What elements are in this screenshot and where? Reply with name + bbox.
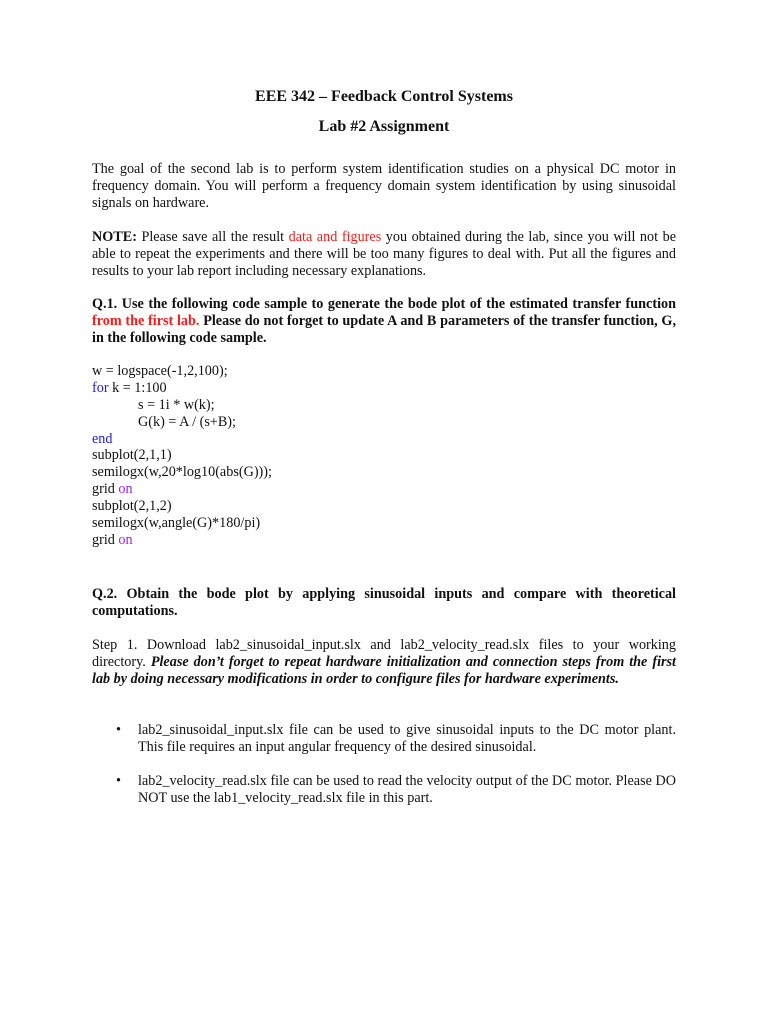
code-string: on: [118, 531, 133, 548]
code-text: grid: [92, 531, 119, 548]
note-label: NOTE:: [92, 229, 137, 245]
code-text: s = 1i * w(k);: [138, 396, 215, 413]
list-item-text: lab2_sinusoidal_input.slx file can be used to give sinusoidal inputs to the DC motor plant. This file requires an input angular frequency of the desired sinusoidal.: [138, 722, 676, 755]
step-1-paragraph: [92, 637, 676, 688]
code-line: [92, 414, 676, 431]
lab-title: Lab #2 Assignment: [318, 118, 450, 135]
bullet-icon: •: [116, 773, 121, 789]
code-line: [92, 447, 676, 464]
code-text: grid: [92, 481, 119, 498]
note-highlight: data and figures: [288, 229, 382, 245]
q1-highlight: from the first lab.: [92, 313, 200, 329]
q1-prefix: Q.1. Use the following code sample to generate the bode plot of the estimated transfer function: [92, 296, 676, 312]
course-title: EEE 342 – Feedback Control Systems: [255, 88, 513, 105]
step1-text: Step 1. Download lab2_sinusoidal_input.slx and lab2_velocity_read.slx files to your working directory.: [92, 637, 676, 670]
code-line: [92, 498, 676, 515]
list-item-text: lab2_velocity_read.slx file can be used to read the velocity output of the DC motor. Please DO NOT use the lab1_velocity_read.slx file in this part.: [138, 773, 676, 806]
code-line: [92, 464, 676, 481]
code-line: [92, 431, 676, 448]
code-text: G(k) = A / (s+B);: [138, 413, 236, 430]
code-line: [92, 397, 676, 414]
code-line: [92, 363, 676, 380]
code-keyword: for: [92, 379, 109, 396]
code-text: semilogx(w,20*log10(abs(G)));: [92, 464, 272, 481]
code-keyword: end: [92, 430, 113, 447]
q1-suffix: Please do not forget to update A and B parameters of the transfer function, G, in the following code sample.: [92, 313, 676, 346]
bullet-icon: •: [116, 722, 121, 738]
code-sample: [92, 363, 676, 549]
code-line: [92, 481, 676, 498]
code-line: [92, 532, 676, 549]
code-text: k = 1:100: [108, 379, 167, 396]
question-2: Q.2. Obtain the bode plot by applying sinusoidal inputs and compare with theoretical computations.: [92, 586, 676, 619]
code-string: on: [118, 481, 133, 498]
code-text: w = logspace(-1,2,100);: [92, 363, 228, 379]
step1-emphasis: Please don’t forget to repeat hardware initialization and connection steps from the first lab by doing necessary modifications in order to configure files for hardware experiments.: [92, 654, 676, 687]
question-1: [92, 296, 676, 347]
code-line: [92, 515, 676, 532]
note-text-before: Please save all the result: [136, 229, 289, 245]
code-text: subplot(2,1,2): [92, 498, 172, 515]
intro-paragraph: The goal of the second lab is to perform system identification studies on a physical DC motor in frequency domain. You will perform a frequency domain system identification by using sinusoidal signals on hardware.: [92, 161, 676, 211]
code-text: semilogx(w,angle(G)*180/pi): [92, 515, 261, 532]
code-line: [92, 380, 676, 397]
code-text: subplot(2,1,1): [92, 447, 172, 464]
note-paragraph: [92, 229, 676, 280]
note-text-after: you obtained during the lab, since you will not be able to repeat the experiments and there will be too many figures to deal with. Put all the figures and results to your lab report including necessary explanations.: [92, 229, 676, 279]
